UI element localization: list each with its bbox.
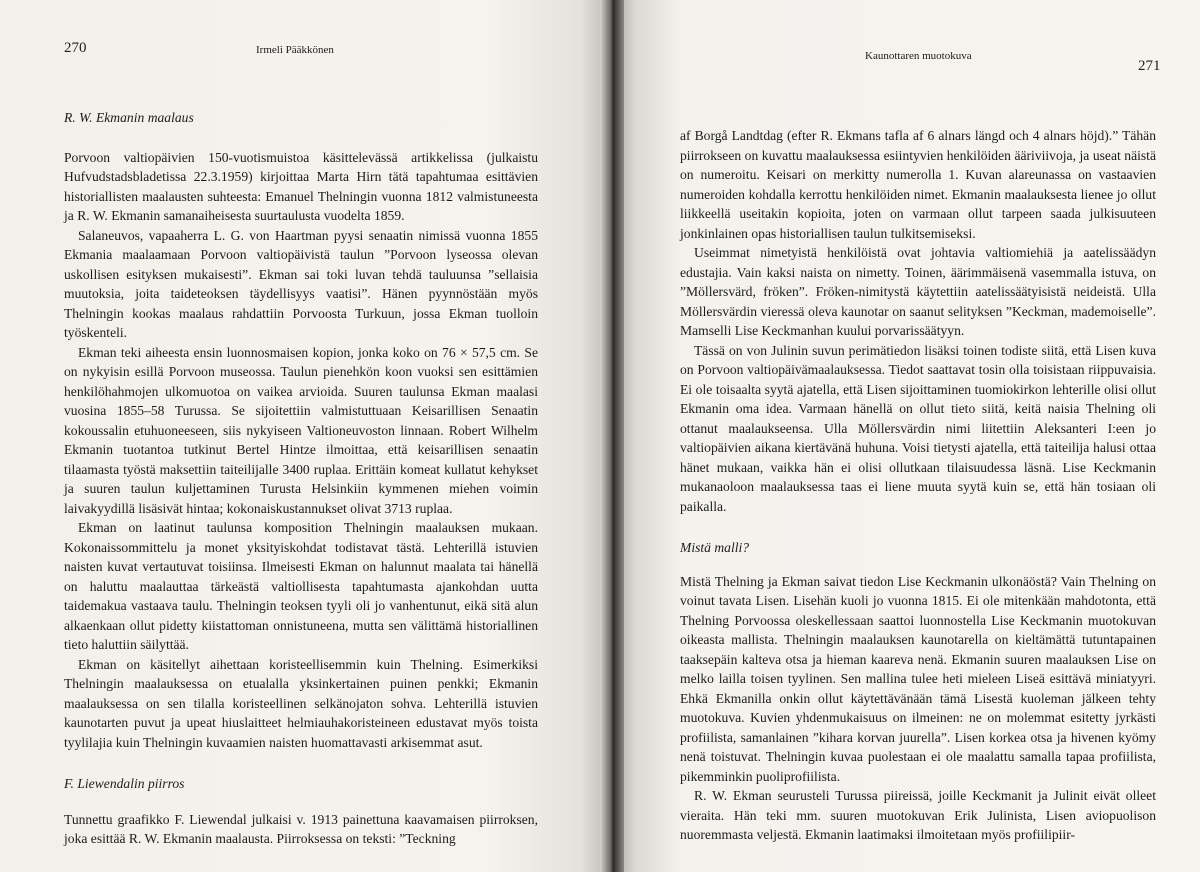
paragraph: af Borgå Landtdag (efter R. Ekmans tafla af 6 alnars längd och 4 alnars höjd).” Tähän piirrokseen on kuvattu maalauksessa esiintyvien henkilöiden ääriviivoja, ja useat näistä on numeroitu. Keisari on merkitty numerolla 1. Kuvan alareunassa on vastaavien numeroiden kohdalla kerrottu henkilöiden nimet. Ekmanin maalauksesta lienee jo ollut liikkeellä useitakin kopioita, joten on varmaan ollut tarpeen saada julkisuuteen jonkinlainen opas historiallisen taulun tulkitsemiseksi. (680, 128, 1156, 241)
paragraph: Ekman teki aiheesta ensin luonnosmaisen kopion, jonka koko on 76 × 57,5 cm. Se on nykyisin esillä Porvoon museossa. Taulun pienehkön koon vuoksi sen esittämien henkilöhahmojen ulkomuotoa on vaikea arvioida. Suuren taulunsa Ekman maalasi vuosina 1855–58 Turussa. Se sijoitettiin valmistuttuaan Keisarillisen Senaatin kokoussalin etuhuoneeseen, siis nykyiseen Valtioneuvoston linnaan. Robert Wilhelm Ekmanin tuotantoa tutkinut Bertel Hintze ilmoittaa, että keisarillisen senaatin tilaamasta työstä maksettiin taiteilijalle 3400 ruplaa. Erittäin komeat kullatut kehykset ja suuren taulun kuljettaminen Turusta Helsinkiin kymmenen miehen voimin laivakyydillä lisäsivät hintaa; kokonaiskustannukset olivat 3713 ruplaa. (64, 344, 538, 516)
paragraph: Ekman on laatinut taulunsa komposition Thelningin maalauksen mukaan. Kokonaissommittelu ja monet yksityiskohdat todistavat tästä. Lehterillä istuvien naisten kuvat vertautuvat toisiinsa. Ilmeisesti Ekman on halunnut maalata tai hänellä on haluttu maalauttaa tärkeästä valtiollisesta tapahtumasta ajankohdan uutta taidemakua vastaava taulu. Thelningin teoksen tyyli oli jo vanhentunut, eikä sitä alun alkaenkaan ollut pidetty kiistattoman onnistuneena, mutta sen välittämä historiallinen tieto haluttiin säilyttää. (64, 520, 538, 652)
left-page-body (64, 108, 538, 849)
paragraph: Useimmat nimetyistä henkilöistä ovat johtavia valtiomiehiä ja aatelissäädyn edustajia. Vain kaksi naista on nimetty. Toinen, äärimmäisenä vasemmalla istuva, on ”Möllersvärd, fröken”. Fröken-nimitystä käytettiin aatelissäätyisistä neideistä. Ulla Möllersvärdin vieressä oleva kaunotar on saanut selityksen ”Keckman, mademoiselle”. Mamselli Lise Keckmanhan kuului porvarissäätyyn. (680, 245, 1156, 338)
paragraph: R. W. Ekman seurusteli Turussa piireissä, joille Keckmanit ja Julinit eivät olleet vieraita. Hän teki mm. suuren muotokuvan Erik Julinista, Lisen aviopuolison nuoremmasta veljestä. Ekmanin laatimaksi ilmoitetaan myös profiilipiir- (680, 788, 1156, 842)
paragraph: Mistä Thelning ja Ekman saivat tiedon Lise Keckmanin ulkonäöstä? Vain Thelning on voinut tavata Lisen. Lisehän kuoli jo vuonna 1815. Ei ole mitenkään mahdotonta, että Thelning Porvoossa oleskellessaan saattoi luonnostella Lise Keckmanin muotokuvan oikeasta mallista. Thelningin maalauksen kaunotarella on kieltämättä tutuntapainen taaksepäin kalteva otsa ja hieman kaareva nenä. Ekmanin suuren maalauksen Lise on melko lailla toisen tyylinen. Sen mallina tulee heti mieleen Liseä esittävä miniatyyri. Ehkä Ekmanilla onkin ollut käytettävänään tämä Lisestä kuoleman jälkeen tehty muotokuva. Kuvien yhdenmukaisuus on ilmeinen: ne on molemmat esitetty jyrkästi profiilista, samanlainen ”kihara korvan juurella”. Lisen korkea otsa ja hivenen kyömy nenä toistuvat. Thelningin kuvaa puolestaan ei ole maalattu samalla tapaa profiilista, pikemminkin puoliprofiilista. (680, 573, 1156, 784)
paragraph: Ekman on käsitellyt aihettaan koristeellisemmin kuin Thelning. Esimerkiksi Thelningin maalauksessa on etualalla yksinkertainen puinen penkki; Ekmanin maalauksessa on sen tilalla koristeellinen selkänojaton sohva. Lehterillä istuvien kaunotarten puvut ja upeat hiuslaitteet helmiauhakoristeineen edustavat myös toista tyylilajia kuin Thelningin kuvaamien naisten huomattavasti arkisemmat asut. (64, 656, 538, 750)
section-heading: R. W. Ekmanin maalaus (64, 110, 194, 125)
paragraph: Tässä on von Julinin suvun perimätiedon lisäksi toinen todiste siitä, että Lisen kuva on Porvoon valtiopäivämaalauksessa. Tiedot saattavat tosin olla toisistaan riippuvaisia. Ei ole toisaalta syytä ajatella, että Lisen sijoittaminen tuomiokirkon lehterille olisi ollut Ekmanin oma idea. Varmaan hänellä on ollut tieto siitä, keitä naisia Thelning oli ottanut maalaukseensa. Ulla Möllersvärdin nimi liitettiin Aleksanteri I:een jo valtiopäivien aikana kiertävänä huhuna. Voisi tietysti ajatella, että taiteilija halusi ottaa hänet mukaan, vaikka hän ei olisi ollutkaan tilaisuudessa läsnä. Lise Keckmanin mukanaoloon maalauksessa taas ei liene muuta syytä kuin se, että hän tosiaan oli paikalla. (680, 342, 1156, 514)
section-heading: F. Liewendalin piirros (64, 776, 185, 791)
paragraph: Porvoon valtiopäivien 150-vuotismuistoa käsittelevässä artikkelissa (julkaistu Hufvudstadsbladetissa 22.3.1959) kirjoittaa Marta Hirn tätä tapahtumaa esittävien historiallisten maalausten suhteesta: Emanuel Thelningin vuonna 1812 valmistuneesta ja R. W. Ekmanin samanaiheisesta suurtaulusta vuodelta 1859. (64, 149, 538, 223)
page-number: 271 (1138, 58, 1161, 74)
running-head: Irmeli Pääkkönen (256, 44, 334, 56)
running-head: Kaunottaren muotokuva (865, 50, 972, 62)
section-heading: Mistä malli? (680, 540, 750, 555)
book-gutter (600, 0, 624, 872)
paragraph: Salaneuvos, vapaaherra L. G. von Haartman pyysi senaatin nimissä vuonna 1855 Ekmania maalaamaan Porvoon valtiopäivistä taulun ”Porvoon lyseossa olevan uskollisen esityksen mukaisesti”. Ekman sai toki luvan tehdä tauluunsa ”sellaisia muutoksia, joita taideteoksen täydellisyys vaatisi”. Hänen pyynnöstään myös Thelningin kookas maalaus rahdattiin Porvoosta Turkuun, jossa Ekman tuolloin työskenteli. (64, 227, 538, 340)
right-page-body (680, 126, 1156, 845)
paragraph: Tunnettu graafikko F. Liewendal julkaisi v. 1913 painettuna kaavamaisen piirroksen, joka esittää R. W. Ekmanin maalausta. Piirroksessa on teksti: ”Teckning (64, 811, 538, 846)
right-page (612, 0, 1200, 872)
page-number: 270 (64, 40, 87, 56)
